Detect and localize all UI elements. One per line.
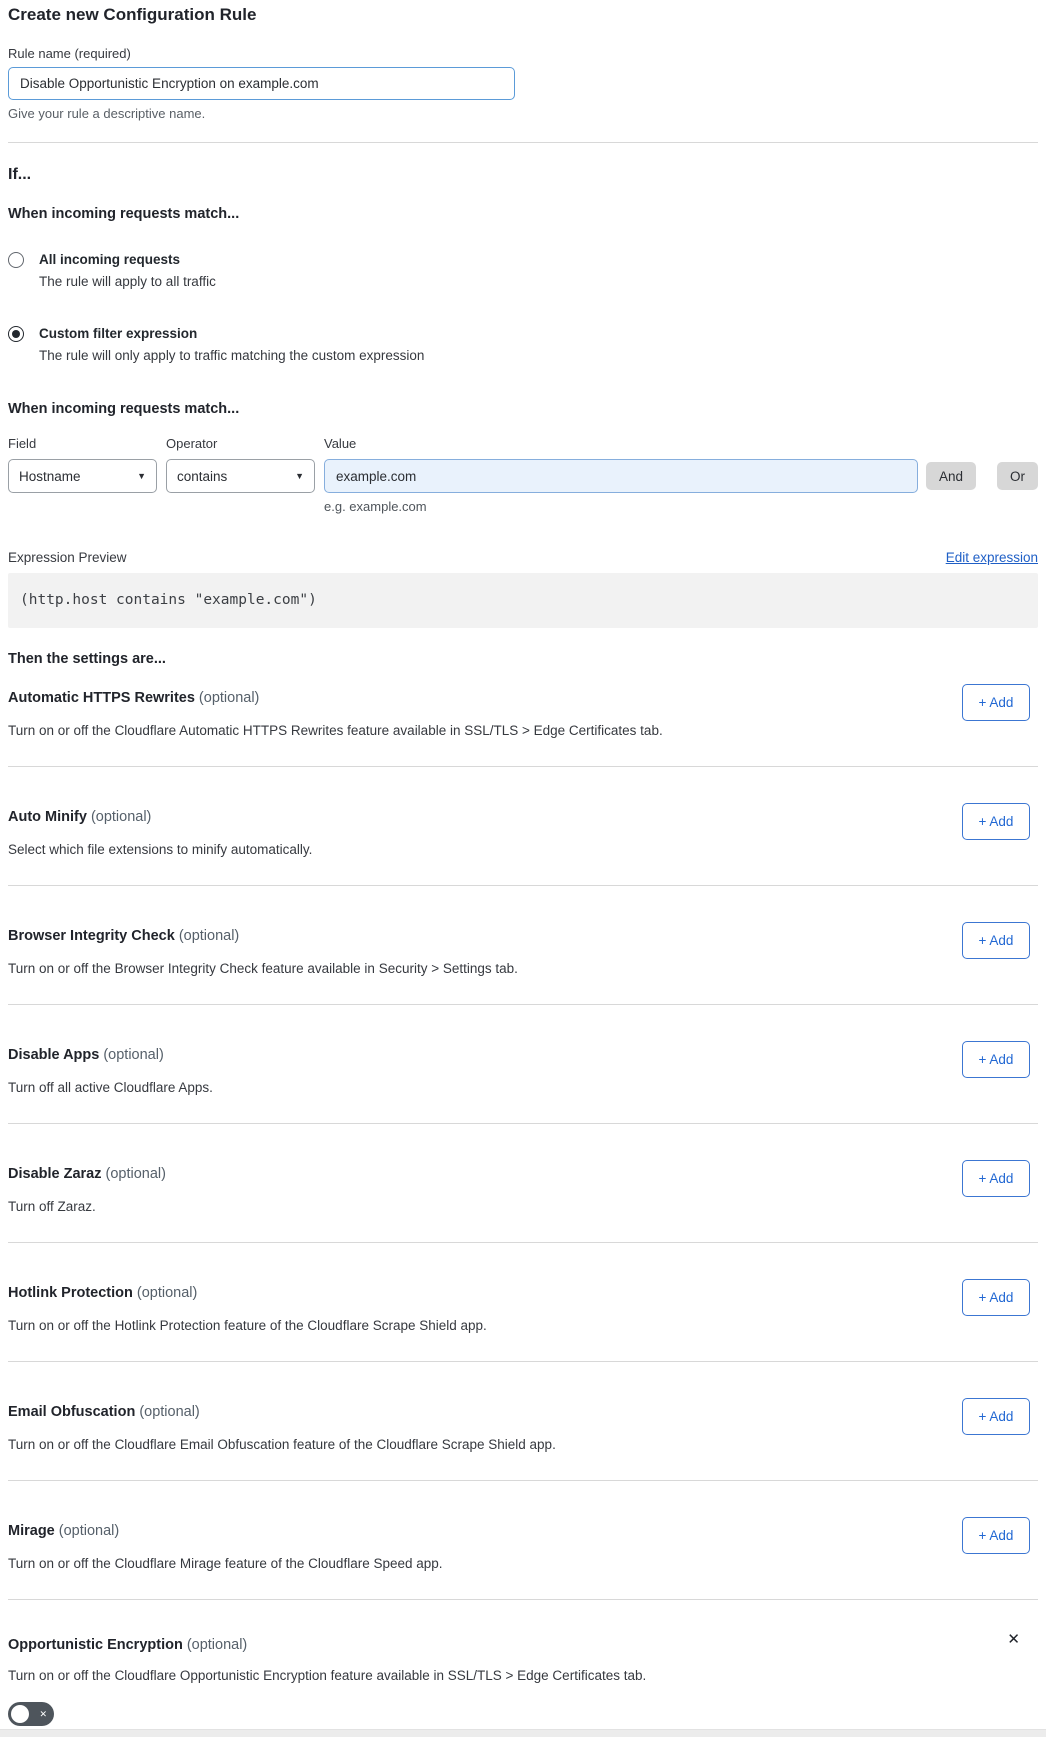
setting-section-hotlink-protection	[8, 1243, 1038, 1362]
builder-heading: When incoming requests match...	[8, 401, 240, 417]
toggle-knob	[11, 1705, 29, 1723]
field-label: Field	[8, 436, 37, 451]
add-auto-minify-button[interactable]: + Add	[962, 803, 1030, 840]
setting-description: Turn on or off the Cloudflare Opportunistic Encryption feature available in SSL/TLS > Edge Certificates tab.	[8, 1668, 647, 1683]
rule-name-label: Rule name (required)	[8, 46, 131, 61]
setting-title: Email Obfuscation (optional)	[8, 1404, 200, 1420]
builder-labels	[8, 436, 1038, 451]
match-heading: When incoming requests match...	[8, 206, 240, 222]
radio-all-incoming-requests[interactable]	[8, 252, 24, 268]
setting-section-browser-integrity-check	[8, 886, 1038, 1005]
operator-select-value: contains	[177, 468, 228, 484]
radio-label: Custom filter expression	[39, 326, 198, 341]
setting-title: Opportunistic Encryption (optional)	[8, 1637, 248, 1653]
setting-section-automatic-https-rewrites	[8, 668, 1038, 767]
toggle-off-icon: ✕	[39, 1708, 47, 1719]
setting-section-opportunistic-encryption	[8, 1600, 1038, 1726]
setting-section-disable-zaraz	[8, 1124, 1038, 1243]
setting-title: Automatic HTTPS Rewrites (optional)	[8, 690, 260, 706]
chevron-down-icon: ▼	[137, 471, 146, 481]
setting-title: Auto Minify (optional)	[8, 809, 152, 825]
opportunistic-encryption-toggle[interactable]	[8, 1702, 54, 1726]
and-button[interactable]: And	[926, 462, 976, 490]
field-select[interactable]	[8, 459, 157, 493]
setting-description: Turn off all active Cloudflare Apps.	[8, 1080, 213, 1095]
option-custom-filter-expression	[8, 326, 1038, 364]
setting-description: Turn on or off the Cloudflare Email Obfuscation feature of the Cloudflare Scrape Shield app.	[8, 1437, 556, 1452]
operator-label: Operator	[166, 436, 218, 451]
setting-title: Mirage (optional)	[8, 1523, 120, 1539]
add-automatic-https-rewrites-button[interactable]: + Add	[962, 684, 1030, 721]
page-title: Create new Configuration Rule	[8, 5, 257, 24]
option-all-incoming-requests	[8, 252, 1038, 290]
setting-title: Disable Apps (optional)	[8, 1047, 164, 1063]
add-disable-zaraz-button[interactable]: + Add	[962, 1160, 1030, 1197]
setting-section-disable-apps	[8, 1005, 1038, 1124]
setting-description: Turn on or off the Hotlink Protection feature of the Cloudflare Scrape Shield app.	[8, 1318, 487, 1333]
setting-description: Turn off Zaraz.	[8, 1199, 96, 1214]
setting-description: Turn on or off the Cloudflare Automatic HTTPS Rewrites feature available in SSL/TLS > Edge Certificates tab.	[8, 723, 663, 738]
add-mirage-button[interactable]: + Add	[962, 1517, 1030, 1554]
setting-title: Hotlink Protection (optional)	[8, 1285, 198, 1301]
expression-preview-label: Expression Preview	[8, 550, 127, 565]
add-browser-integrity-check-button[interactable]: + Add	[962, 922, 1030, 959]
then-settings-heading: Then the settings are...	[8, 651, 166, 667]
setting-section-mirage	[8, 1481, 1038, 1600]
value-help: e.g. example.com	[324, 499, 427, 514]
radio-description: The rule will apply to all traffic	[39, 274, 216, 289]
close-icon[interactable]: ✕	[1007, 1631, 1020, 1648]
radio-description: The rule will only apply to traffic matching the custom expression	[39, 348, 425, 363]
radio-label: All incoming requests	[39, 252, 181, 267]
or-button[interactable]: Or	[997, 462, 1038, 490]
footer-bar-edge	[0, 1729, 1046, 1737]
add-hotlink-protection-button[interactable]: + Add	[962, 1279, 1030, 1316]
field-select-value: Hostname	[19, 468, 81, 484]
rule-name-help: Give your rule a descriptive name.	[8, 106, 206, 121]
setting-description: Turn on or off the Browser Integrity Check feature available in Security > Settings tab.	[8, 961, 518, 976]
section-divider	[8, 142, 1038, 143]
operator-select[interactable]	[166, 459, 315, 493]
setting-section-email-obfuscation	[8, 1362, 1038, 1481]
setting-section-auto-minify	[8, 767, 1038, 886]
value-input[interactable]	[324, 459, 918, 493]
setting-title: Disable Zaraz (optional)	[8, 1166, 166, 1182]
setting-description: Select which file extensions to minify automatically.	[8, 842, 313, 857]
setting-description: Turn on or off the Cloudflare Mirage feature of the Cloudflare Speed app.	[8, 1556, 443, 1571]
edit-expression-link[interactable]: Edit expression	[945, 550, 1038, 565]
value-label: Value	[324, 436, 357, 451]
add-disable-apps-button[interactable]: + Add	[962, 1041, 1030, 1078]
setting-title: Browser Integrity Check (optional)	[8, 928, 240, 944]
radio-custom-filter-expression[interactable]	[8, 326, 24, 342]
rule-name-input[interactable]	[8, 67, 515, 100]
expression-preview-code: (http.host contains "example.com")	[8, 573, 1038, 628]
if-heading: If...	[8, 166, 32, 183]
add-email-obfuscation-button[interactable]: + Add	[962, 1398, 1030, 1435]
chevron-down-icon: ▼	[295, 471, 304, 481]
